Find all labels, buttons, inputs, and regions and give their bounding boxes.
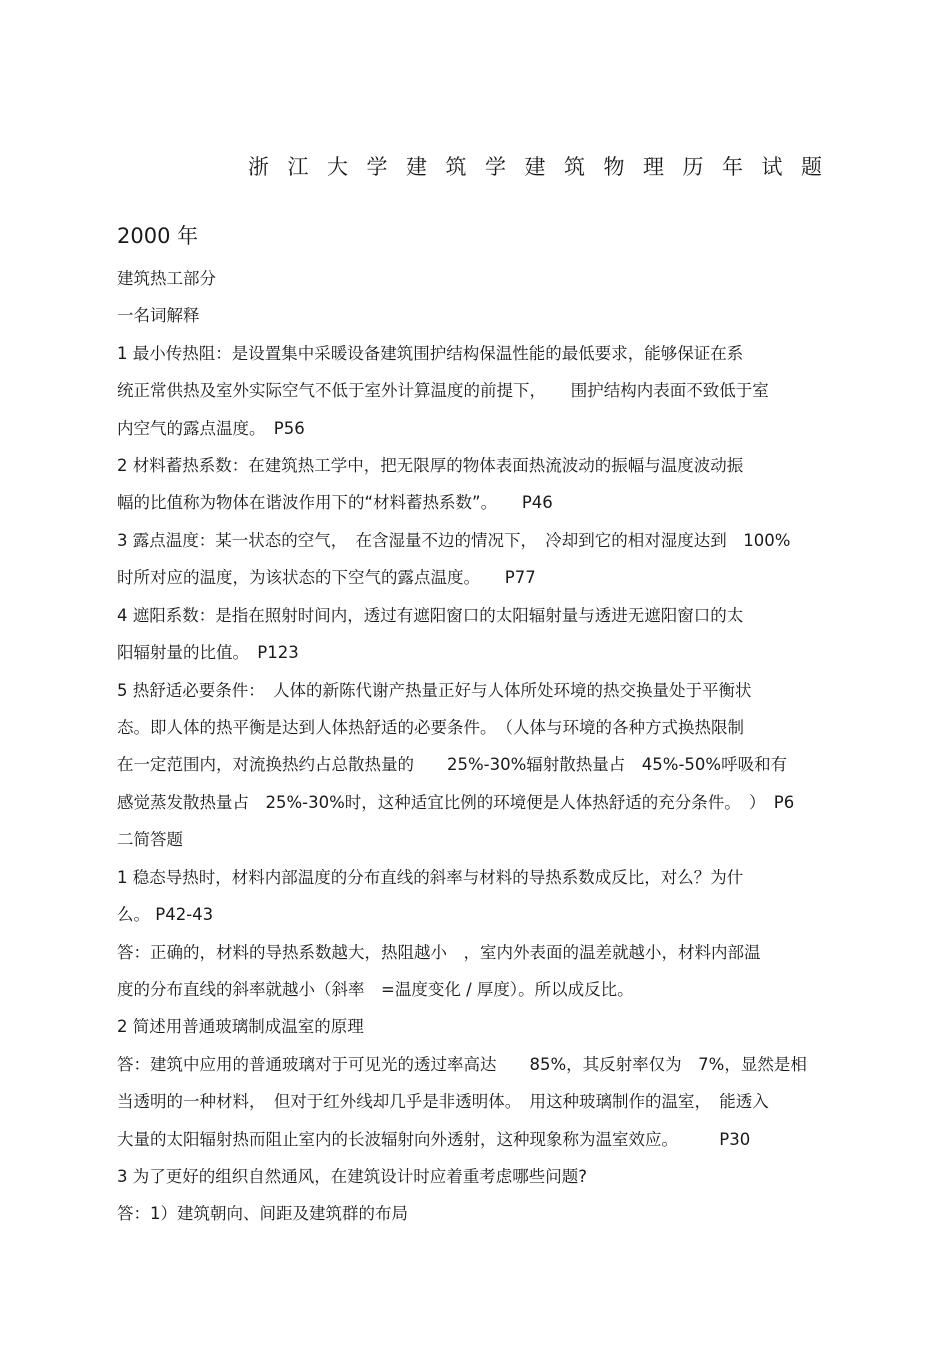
text-line: 度的分布直线的斜率就越小（斜率 =温度变化 / 厚度）。所以成反比。 <box>117 980 634 999</box>
text-line: 感觉蒸发散热量占 25%-30%时，这种适宜比例的环境便是人体热舒适的充分条件。 ） P6 <box>117 793 795 812</box>
text-line: 答：建筑中应用的普通玻璃对于可见光的透过率高达 85%，其反射率仅为 7%，显然是相 <box>117 1055 807 1074</box>
text-line: 5 热舒适必要条件： 人体的新陈代谢产热量正好与人体所处环境的热交换量处于平衡状 <box>117 681 752 700</box>
text-line: 态。即人体的热平衡是达到人体热舒适的必要条件。 （人体与环境的各种方式换热限制 <box>117 718 744 737</box>
text-line: 1 稳态导热时，材料内部温度的分布直线的斜率与材料的导热系数成反比，对么？为什 <box>117 868 744 887</box>
text-line: 1 最小传热阻：是设置集中采暖设备建筑围护结构保温性能的最低要求，能够保证在系 <box>117 344 744 363</box>
text-line: 2 材料蓄热系数：在建筑热工学中，把无限厚的物体表面热流波动的振幅与温度波动振 <box>117 456 744 475</box>
text-line: 2 简述用普通玻璃制成温室的原理 <box>117 1017 364 1036</box>
text-line: 幅的比值称为物体在谐波作用下的“材料蓄热系数”。 P46 <box>117 493 553 512</box>
text-line: 答：正确的，材料的导热系数越大，热阻越小 ，室内外表面的温差就越小，材料内部温 <box>117 943 761 962</box>
document-title: 浙江大学建筑学建筑物理历年试题 <box>248 155 841 179</box>
text-line: 当透明的一种材料， 但对于红外线却几乎是非透明体。 用这种玻璃制作的温室， 能透入 <box>117 1092 769 1111</box>
text-line: 大量的太阳辐射热而阻止室内的长波辐射向外透射，这种现象称为温室效应。 P30 <box>117 1130 751 1149</box>
section-heading: 建筑热工部分 <box>117 269 216 288</box>
text-line: 阳辐射量的比值。 P123 <box>117 643 299 662</box>
text-line: 么。 P42-43 <box>117 905 214 924</box>
text-line: 在一定范围内，对流换热约占总散热量的 25%-30%辐射散热量占 45%-50%呼吸和有 <box>117 755 788 774</box>
section-year: 2000 年 <box>117 224 199 248</box>
subsection-heading: 一名词解释 <box>117 306 200 325</box>
text-line: 答：1）建筑朝向、间距及建筑群的布局 <box>117 1204 408 1223</box>
text-line: 时所对应的温度，为该状态的下空气的露点温度。 P77 <box>117 568 536 587</box>
text-line: 4 遮阳系数：是指在照射时间内，透过有遮阳窗口的太阳辐射量与透进无遮阳窗口的太 <box>117 606 744 625</box>
text-line: 内空气的露点温度。 P56 <box>117 419 305 438</box>
text-line: 统正常供热及室外实际空气不低于室外计算温度的前提下， 围护结构内表面不致低于室 <box>117 381 769 400</box>
text-line: 3 为了更好的组织自然通风，在建筑设计时应着重考虑哪些问题? <box>117 1167 588 1186</box>
subsection-heading: 二简答题 <box>117 830 183 849</box>
text-line: 3 露点温度：某一状态的空气， 在含湿量不边的情况下， 冷却到它的相对湿度达到 100% <box>117 531 791 550</box>
